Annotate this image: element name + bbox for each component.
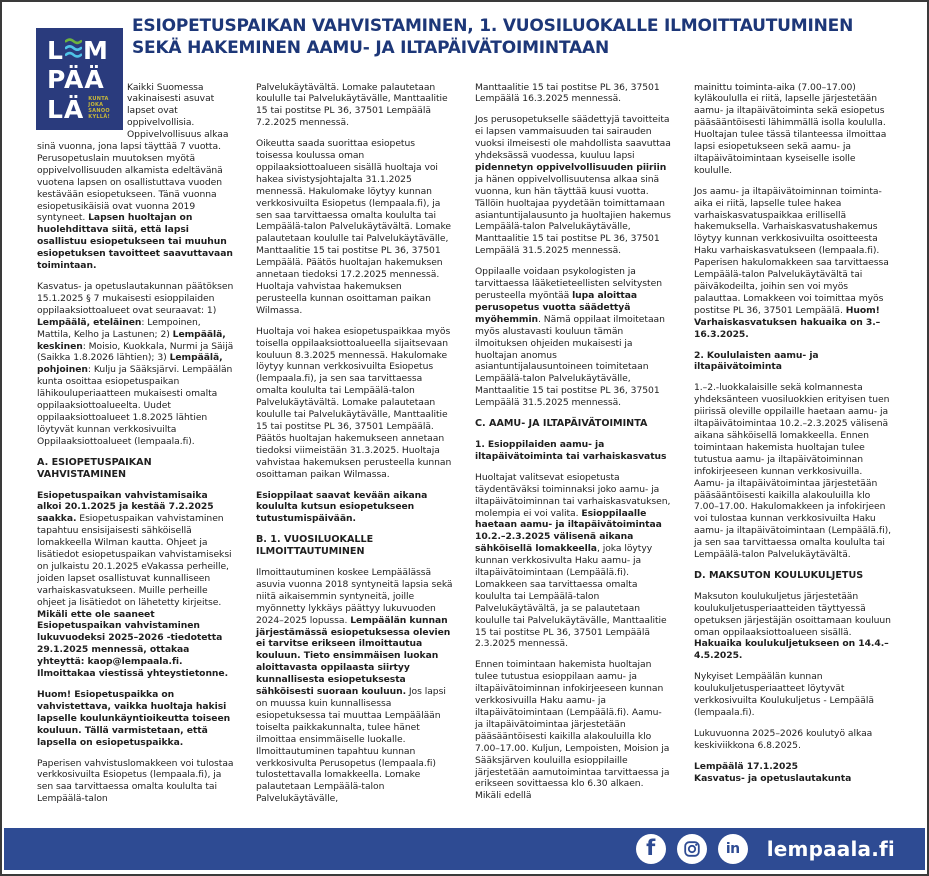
logo-letter: LÄ bbox=[47, 95, 85, 124]
paragraph: Nykyiset Lempäälän kunnan koulukuljetusperiaatteet löytyvät verkkosivuilta Koulukuljetus - Lempäälä (lempaala.fi). bbox=[694, 671, 874, 718]
article-body bbox=[37, 82, 891, 812]
paragraph: Manttaalitie 15 tai postitse PL 36, 37501 Lempäälä 16.3.2025 mennessä. bbox=[475, 81, 660, 105]
linkedin-icon: in bbox=[718, 834, 748, 864]
sub-heading: 2. Koululaisten aamu- ja iltapäivätoiminta bbox=[694, 349, 819, 373]
paragraph: Paperisen vahvistuslomakkeen voi tulostaa verkkosivuilta Esiopetus (lempaala.fi), ja sen saa tarvittaessa omalta koululta tai Lempäälä-talon bbox=[37, 757, 234, 805]
signature: Lempäälä 17.1.2025 Kasvatus- ja opetuslautakunta bbox=[694, 760, 852, 784]
paragraph: Ennen toimintaan hakemista huoltajan tulee tutustua esioppilaan aamu- ja iltapäivätoiminnan infokirjeeseen kunnan verkkosivuilla Haku aamu- ja iltapäivätoimintaan (Lempäälä.fi). Aamu- ja iltapäivätoimintaa järjestetään pääsääntöisesti kaikilla alakouluilla klo 7.00–17.00. Kuljun, Lempoisten, Moision ja Sääksjärven kouluilla esioppilaille järjestetään aamutoimintaa tarvittaessa ja erikseen sovittaessa klo 6.30 alkaen. Mikäli edellä bbox=[475, 659, 670, 802]
logo-slogan: KUNTA JOKA SANOO KYLLÄ! bbox=[88, 96, 111, 120]
paragraph: Huoltajat valitsevat esiopetusta täydentäväksi toiminnaksi joko aamu- ja iltapäivätoiminnan tai varhaiskasvatuksen, molempia ei voi valita. Esioppilaalle haetaan aamu- ja iltapäivätoimintaa 10.2.–2.3.2025 välisenä aikana sähköisellä lomakkeella, joka löytyy kunnan verkkosivulta Haku aamu- ja iltapäivätoimintaan (Lempäälä.fi). Lomakkeen saa tarvittaessa omalta koululta tai Lempäälä-talon Palvelukäytävältä, ja se palautetaan koululle tai Palvelukäytävälle, Manttaalitie 15 tai postitse PL 36, 37501 Lempäälä 2.3.2025 mennessä. bbox=[475, 471, 671, 650]
paragraph: Esioppilaat saavat kevään aikana koululta kutsun esiopetukseen tutustumispäivään. bbox=[256, 489, 428, 525]
sub-heading: 1. Esioppilaiden aamu- ja iltapäivätoiminta tai varhaiskasvatus bbox=[475, 438, 667, 462]
instagram-icon bbox=[677, 834, 707, 864]
article-column-3 bbox=[475, 82, 672, 812]
paragraph: Oikeutta saada suorittaa esiopetus toisessa koulussa oman oppilaaksiottoalueen sisällä huoltaja voi hakea sivistysjohtajalta 31.1.2025 mennessä. Hakulomake löytyy kunnan verkkosivuilta Esiopetus (lempaala.fi), ja sen saa tarvittaessa omalta koululta tai Lempäälä-talon Palvelukäytävältä. Lomake palautetaan koululle tai Palvelukäytävälle, Manttaalitie 15 tai postitse PL 36, 37501 Lempäälä. Päätös huoltajan hakemuksen annetaan tiedoksi 17.2.2025 mennessä. Huoltaja vahvistaa hakemuksen perusteella kunnan osoittaman paikan Wilmassa. bbox=[256, 138, 452, 316]
paragraph: Palvelukäytävältä. Lomake palautetaan koululle tai Palvelukäytävälle, Manttaalitie 15 tai postitse PL 36, 37501 Lempäälä 7.2.2025 mennessä. bbox=[256, 81, 448, 129]
section-heading: D. MAKSUTON KOULUKULJETUS bbox=[694, 569, 864, 581]
header bbox=[2, 2, 927, 60]
section-heading: A. ESIOPETUSPAIKAN VAHVISTAMINEN bbox=[37, 456, 152, 480]
section-heading: C. AAMU- JA ILTAPÄIVÄTOIMINTA bbox=[475, 418, 648, 430]
article-column-1 bbox=[37, 82, 234, 812]
paragraph: Huom! Esiopetuspaikka on vahvistettava, vaikka huoltaja hakisi lapselle koulunkäyntioikeutta toiseen kouluun. Tällä varmistetaan, että lapsella on esiopetuspaikka. bbox=[37, 689, 231, 748]
paragraph: Jos perusopetukselle säädettyjä tavoitteita ei lapsen vammaisuuden tai sairauden vuoksi ilmeisesti ole mahdollista saavuttaa yhdeksässä vuodessa, kuuluu lapsi pidennetyn oppivelvollisuuden piiriin ja hänen oppivelvollisuutensa alkaa sinä vuonna, kun hän täyttää kuusi vuotta. Tällöin huoltajaa pyydetään toimittamaan asiantuntijalausunto ja huoltajien hakemus Lempäälä-talon Palvelukäytävälle, Manttaalitie 15 tai postitse PL 36, 37501 Lempäälä 31.5.2025 mennessä. bbox=[475, 114, 671, 257]
logo-letter: PÄÄ bbox=[47, 65, 105, 94]
page-title: ESIOPETUSPAIKAN VAHVISTAMINEN, 1. VUOSILUOKALLE ILMOITTAUTUMINEN SEKÄ HAKEMINEN AAMU- JA ILTAPÄIVÄTOIMINTAAN bbox=[132, 16, 854, 58]
paragraph: Jos aamu- ja iltapäivätoiminnan toiminta-aika ei riitä, lapselle tulee hakea varhaiskasvatuspaikkaa erillisellä hakemuksella. Varhaiskasvatushakemus löytyy kunnan verkkosivuilta osoitteesta Haku varhaiskasvatukseen (lempaala.fi). Paperisen hakulomakkeen saa tarvittaessa Lempäälä-talon Palvelukäytävältä tai päiväkodeilta, joihin sen voi myös palauttaa. Lomakkeen voi toimittaa myös postitse PL 36, 37501 Lempäälä. Huom! Varhaiskasvatuksen hakuaika on 3.–16.3.2025. bbox=[694, 185, 889, 340]
paragraph: Lukuvuonna 2025–2026 koulutyö alkaa keskiviikkona 6.8.2025. bbox=[694, 727, 873, 751]
article-column-2 bbox=[256, 82, 453, 812]
section-heading: B. 1. VUOSILUOKALLE ILMOITTAUTUMINEN bbox=[256, 534, 374, 558]
paragraph: Ilmoittautuminen koskee Lempäälässä asuvia vuonna 2018 syntyneitä lapsia sekä niitä aikaisemmin syntyneitä, joille myönnetty lykkäys päättyy lukuvuoden 2024–2025 lopussa. Lempäälän kunnan järjestämässä esiopetuksessa olevien ei tarvitse erikseen ilmoittautua kouluun. Tieto ensimmäisen luokan aloittavasta oppilaasta siirtyy kunnallisesta esiopetuksesta sähköisesti suoraan kouluun. Jos lapsi on muussa kuin kunnallisessa esiopetuksessa tai muuttaa Lempäälään toiselta paikkakunnalta, tulee hänet ilmoittaa ensimmäiselle luokalle. Ilmoittautuminen tapahtuu kunnan verkkosivulta Perusopetus (lempaala.fi) tulostettavalla lomakkeella. Lomake palautetaan Lempäälä-talon Palvelukäytävälle, bbox=[256, 567, 453, 805]
paragraph: Kasvatus- ja opetuslautakunnan päätöksen 15.1.2025 § 7 mukaisesti esioppilaiden oppilaaksiottoalueet ovat seuraavat: 1) Lempäälä, eteläinen: Lempoinen, Mattila, Kelho ja Lastunen; 2) Lempäälä, keskinen: Moisio, Kuokkala, Nurmi ja Säijä (Saikka 1.8.2026 lähtien); 3) Lempäälä, pohjoinen: Kulju ja Sääksjärvi. Lempäälän kunta osoittaa esiopetuspaikan lähikouluperiaatteen mukaisesti omalta oppilaaksiottoalueelta. Uudet oppilaaksiottoalueet 1.8.2025 lähtien löytyvät kunnan verkkosivuilta Oppilaaksiottoalueet (lempaala.fi). bbox=[37, 281, 234, 447]
lempaala-logo bbox=[36, 28, 123, 130]
paragraph: Oppilaalle voidaan psykologisten ja tarvittaessa lääketieteellisten selvitysten perusteella myöntää lupa aloittaa perusopetus vuotta säädettyä myöhemmin. Nämä oppilaat ilmoitetaan myös alustavasti kouluun tämän ilmoituksen ohjeiden mukaisesti ja huoltajan anomus asiantuntijalausuntoineen toimitetaan Lempäälä-talon Palvelukäytävälle, Manttaalitie 15 tai postitse PL 36, 37501 Lempäälä 31.5.2025 mennessä. bbox=[475, 266, 665, 409]
paragraph: Kaikki Suomessa vakinaisesti asuvat lapset ovat oppivelvollisia. Oppivelvollisuus alkaa sinä vuonna, jona lapsi täyttää 7 vuotta. Perusopetuslain muutoksen myötä oppivelvollisuuden alkamista edeltävänä vuotena lapsen on osallistuttava vuoden kestävään esiopetukseen. Tänä vuonna esiopetusikäisiä ovat vuonna 2019 syntyneet. Lapsen huoltajan on huolehdittava siitä, että lapsi osallistuu esiopetukseen tai muuhun esiopetuksen tavoitteet saavuttavaan toimintaan. bbox=[37, 81, 233, 272]
wave-icon bbox=[65, 37, 82, 62]
article-column-4 bbox=[694, 82, 891, 812]
facebook-icon: f bbox=[636, 834, 666, 864]
footer-site-url: lempaala.fi bbox=[766, 837, 895, 861]
paragraph: Huoltaja voi hakea esiopetuspaikkaa myös toisella oppilaaksiottoalueella sijaitsevaan kouluun 8.3.2025 mennessä. Hakulomake löytyy kunnan verkkosivuilta Esiopetus (lempaala.fi), ja sen saa tarvittaessa omalta koululta tai Lempäälä-talon Palvelukäytävältä. Lomake palautetaan koululle tai Palvelukäytävälle, Manttaalitie 15 tai postitse PL 36, 37501 Lempäälä. Päätös huoltajan hakemukseen annetaan tiedoksi viimeistään 31.3.2025. Huoltaja vahvistaa hakemuksen perusteella kunnan osoittaman paikan Wilmassa. bbox=[256, 325, 452, 480]
logo-letter: L bbox=[47, 36, 64, 65]
footer-bar bbox=[4, 828, 925, 870]
paragraph: Esiopetuspaikan vahvistamisaika alkoi 20.1.2025 ja kestää 7.2.2025 saakka. Esiopetuspaikan vahvistaminen tapahtuu ensisijaisesti sähköisellä lomakkeella Wilman kautta. Ohjeet ja lisätiedot esiopetuspaikan vahvistamiseksi on julkaistu 20.1.2025 eVakassa perheille, joiden lapset osallistuvat kunnalliseen varhaiskasvatukseen. Muille perheille ohjeet ja lisätiedot on lähetetty kirjeitse. Mikäli ette ole saaneet Esiopetuspaikan vahvistaminen lukuvuodeksi 2025–2026 -tiedotetta 29.1.2025 mennessä, ottakaa yhteyttä: kaop@lempaala.fi. Ilmoittakaa viestissä yhteystietonne. bbox=[37, 489, 232, 680]
paragraph: 1.–2.-luokkalaisille sekä kolmannesta yhdeksänteen vuosiluokkien erityisen tuen piirissä oleville oppilaille haetaan aamu- ja iltapäivätoimintaa 10.2.–2.3.2025 välisenä aikana sähköisellä lomakkeella. Ennen toimintaan hakemista huoltajan tulee tutustua aamu- ja iltapäivätoiminnan infokirjeeseen kunnan verkkosivuilla. Aamu- ja iltapäivätoimintaa järjestetään pääsääntöisesti kaikilla alakouluilla klo 7.00–17.00. Hakulomakkeen ja infokirjeen voi tulostaa kunnan verkkosivuilta Haku aamu- ja iltapäivätoimintaan (Lempäälä.fi), ja sen saa tarvittaessa omalta koululta tai Lempäälä-talon Palvelukäytävältä. bbox=[694, 382, 891, 561]
paragraph: mainittu toiminta-aika (7.00–17.00) kyläkoululla ei riitä, lapselle järjestetään aamu- ja iltapäivätoiminta sekä esiopetus pääsääntöisesti lähimmällä isolla koululla. Huoltajan tulee tässä tilanteessa ilmoittaa lapsi esiopetukseen sekä aamu- ja iltapäivätoimintaan kyseiselle isolle koululle. bbox=[694, 81, 887, 176]
logo-letter: M bbox=[82, 36, 109, 65]
paragraph: Maksuton koulukuljetus järjestetään koulukuljetusperiaatteiden täyttyessä opetuksen järjestäjän osoittamaan kouluun oman oppilaaksiottoalueen sisällä. Hakuaika koulukuljetukseen on 14.4.–4.5.2025. bbox=[694, 590, 891, 662]
